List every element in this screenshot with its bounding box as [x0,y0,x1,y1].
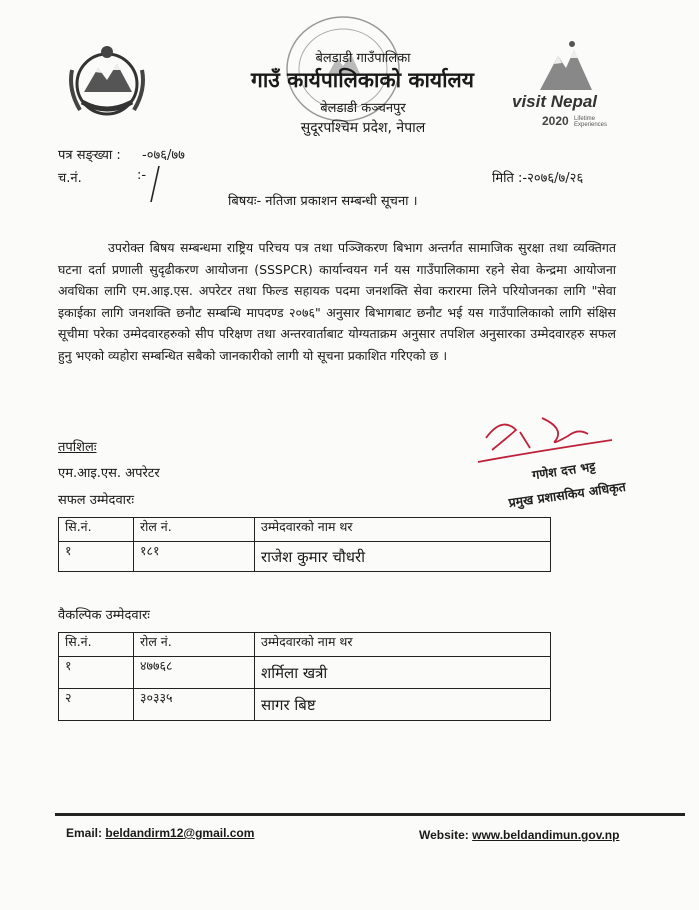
ref-date: मिति :-२०७६/७/२६ [492,171,584,186]
ref-cha-label: च.नं. [58,171,82,186]
cell-name: शर्मिला खत्री [255,657,551,689]
website-label: Website: [419,828,469,842]
subject-line: बिषयः- नतिजा प्रकाशन सम्बन्धी सूचना । [228,194,418,209]
alternate-table [58,632,551,721]
email-label: Email: [66,826,103,840]
cell-roll: १८१ [134,542,255,572]
ref-cha-value: :- [137,168,147,183]
notice-body: उपरोक्त बिषय सम्बन्धमा राष्ट्रिय परिचय पत्र तथा पञ्जिकरण बिभाग अन्तर्गत सामाजिक सुरक्षा तथा व्यक्तिगत घटना दर्ता प्रणाली सुदृढीकरण आयोजना (SSSPCR) कार्यान्वयन गर्न यस गाउँपालिकामा रहने सेवा केन्द्रमा आयोजना अवधिका लागि एम.आइ.एस. अपरेटर तथा फिल्ड सहायक पदमा जनशक्ति सेवा करारमा लिने परियोजनका लागि "सेवा इकाईका लागि जनशक्ति छनौट सम्बन्धि मापदण्ड २०७६" अनुसार बिभागबाट छनौट भई यस गाउँपालिकाको लागि संक्षिस सूचीमा परेका उम्मेदवारहरुको सीप परिक्षण तथा अन्तरवार्ताबाट योग्यताक्रम अनुसार तपशिल अनुसारका उम्मेदवारहरु सफल हुनु भएको व्यहोरा सम्बन्धित सबैको जानकारीको लागी यो सूचना प्रकाशित गरिएको छ । [58,240,616,363]
table-row [59,689,551,721]
cell-sn: २ [59,689,134,721]
cell-name: राजेश कुमार चौधरी [255,542,551,572]
signer-title: प्रमुख प्रशासकिय अधिकृत [507,478,627,511]
header-roll: रोल नं. [134,518,255,542]
header-office-name: गाउँ कार्यपालिकाको कार्यालय [251,68,474,92]
climber-icon [536,38,596,94]
email-link[interactable]: beldandirm12@gmail.com [105,826,255,840]
visit-nepal-brand: visit Nepal [512,92,598,111]
handwritten-stroke [148,164,162,204]
nepal-emblem [62,40,152,122]
visit-nepal-year: 2020 [542,114,569,128]
header-province: सुदूरपश्चिम प्रदेश, नेपाल [300,120,426,136]
table-header-row [59,518,551,542]
visit-nepal-tagline: Lifetime Experiences [574,116,608,128]
post-name: एम.आइ.एस. अपरेटर [58,466,160,481]
ref-patra-label: पत्र सङ्ख्या : [58,148,121,163]
visit-nepal-logo [512,38,624,134]
table-header-row [59,633,551,657]
header-sn: सि.नं. [59,633,134,657]
alternate-label: वैकल्पिक उम्मेदवारः [58,608,150,623]
success-table [58,517,551,572]
signature [472,408,682,523]
footer-website [419,828,619,842]
signer-name: गणेश दत्त भट्ट [531,458,597,483]
header-line-3: बेलडाडी कञ्चनपुर [320,101,406,116]
header-name: उम्मेदवारको नाम थर [255,518,551,542]
footer-divider [55,813,685,816]
header-name: उम्मेदवारको नाम थर [255,633,551,657]
cell-sn: १ [59,542,134,572]
tapsil-heading: तपशिलः [58,440,97,455]
success-label: सफल उम्मेदवारः [58,493,134,508]
cell-sn: १ [59,657,134,689]
website-link[interactable]: www.beldandimun.gov.np [472,828,620,842]
header-sn: सि.नं. [59,518,134,542]
signature-scribble [472,408,632,468]
header-line-1: बेलडाडी गाउँपालिका [315,51,411,66]
table-row [59,542,551,572]
table-row [59,657,551,689]
footer-email [66,826,254,840]
cell-roll: ४७७६८ [134,657,255,689]
ref-patra-value: -०७६/७७ [142,148,185,163]
cell-name: सागर बिष्ट [255,689,551,721]
cell-roll: ३०३३५ [134,689,255,721]
header-roll: रोल नं. [134,633,255,657]
